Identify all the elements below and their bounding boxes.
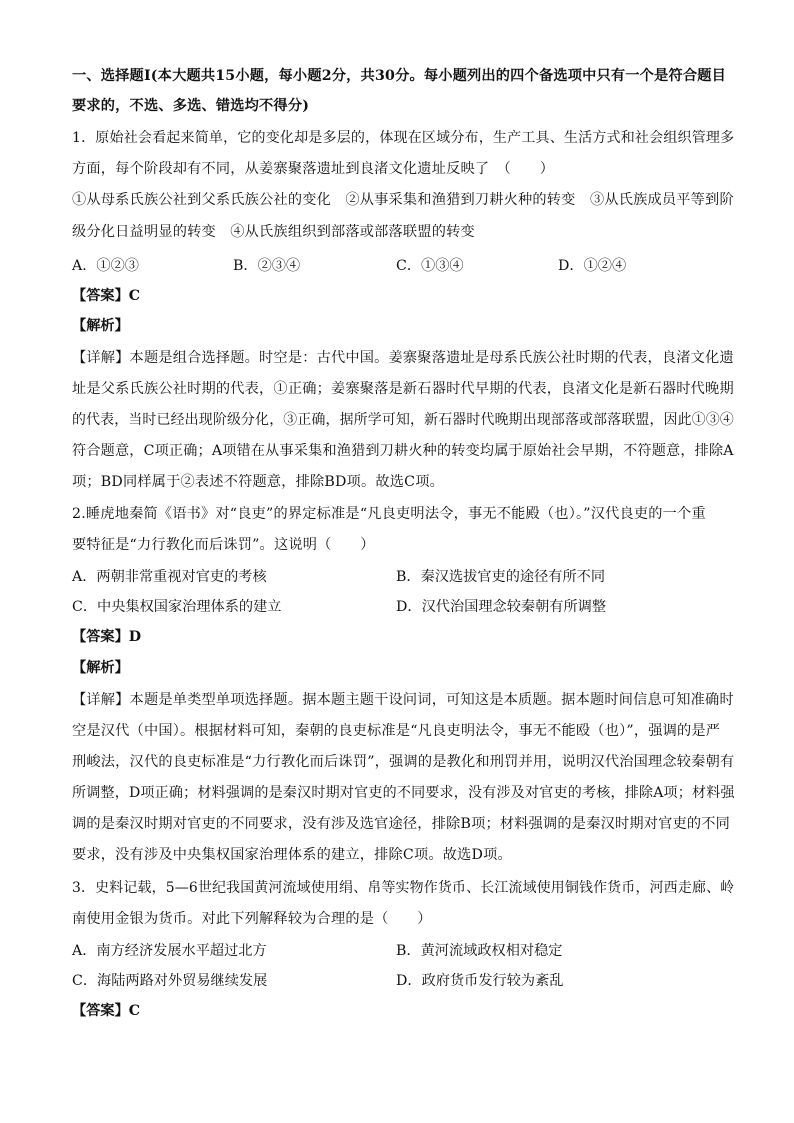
question-2-detail: 所调整，D项正确；材料强调的是秦汉时期对官吏的不同要求，没有涉及对官吏的考核，排除A项；材料强 [72, 785, 735, 801]
question-1-option-a: A．①②③ [72, 258, 139, 274]
question-2-stem: 2.睡虎地秦简《语书》对“良吏”的界定标准是“凡良吏明法令，事无不能殿（也）。”汉代良吏的一个重 [72, 506, 706, 522]
question-1-analysis-label: 【解析】 [72, 318, 129, 334]
question-3-option-a: A．南方经济发展水平超过北方 [72, 943, 267, 959]
question-1-option-b: B．②③④ [233, 258, 301, 274]
section-heading: 一、选择题Ⅰ(本大题共15小题，每小题2分，共30分。每小题列出的四个备选项中只有一个是符合题目 [72, 68, 726, 84]
question-2-detail: 要求，没有涉及中央集权国家治理体系的建立，排除C项。故选D项。 [72, 847, 512, 863]
question-2-detail: 调的是秦汉时期对官吏的不同要求，没有涉及选官途径，排除B项；材料强调的是秦汉时期对官吏的不同 [72, 816, 731, 832]
question-3-stem: 3．史料记载，5—6世纪我国黄河流域使用绢、帛等实物作货币、长江流域使用铜钱作货币，河西走廊、岭 [72, 880, 735, 896]
question-1-detail: 项；BD同样属于②表述不符题意，排除BD项。故选C项。 [72, 474, 444, 490]
question-3-stem: 南使用金银为货币。对此下列解释较为合理的是（ ） [72, 911, 432, 927]
question-1-stem: 1．原始社会看起来简单，它的变化却是多层的，体现在区域分布，生产工具、生活方式和社会组织管理多 [72, 130, 735, 146]
question-1-answer: 【答案】C [72, 288, 141, 304]
question-2-stem: 要特征是“力行教化而后诛罚”。这说明（ ） [72, 537, 375, 553]
question-2-option-a: A．两朝非常重视对官吏的考核 [72, 569, 267, 585]
question-1-stem: ①从母系氏族公社到父系氏族公社的变化 ②从事采集和渔猎到刀耕火种的转变 ③从氏族成员平等到阶 [72, 192, 734, 208]
question-1-option-c: C．①③④ [396, 258, 464, 274]
question-1-detail: 符合题意，C项正确；A项错在从事采集和渔猎到刀耕火种的转变均属于原始社会早期，不符题意，排除A [72, 443, 734, 459]
question-2-analysis-label: 【解析】 [72, 660, 129, 676]
question-1-stem: 方面，每个阶段却有不同，从姜寨聚落遗址到良渚文化遗址反映了 （ ） [72, 161, 555, 177]
section-heading-cont: 要求的，不选、多选、错选均不得分) [72, 98, 310, 114]
question-2-option-c: C．中央集权国家治理体系的建立 [72, 599, 282, 615]
question-2-detail: 【详解】本题是单类型单项选择题。据本题主题干设问词，可知这是本质题。据本题时间信息可知准确时 [72, 692, 734, 708]
question-2-detail: 刑峻法，汉代的良吏标准是“力行教化而后诛罚”，强调的是教化和刑罚并用，说明汉代治国理念较秦朝有 [72, 754, 735, 770]
question-1-option-d: D．①②④ [558, 258, 627, 274]
question-1-detail: 【详解】本题是组合选择题。时空是：古代中国。姜寨聚落遗址是母系氏族公社时期的代表，良渚文化遗 [72, 350, 734, 366]
question-3-option-b: B．黄河流域政权相对稳定 [396, 943, 563, 959]
question-1-detail: 的代表，当时已经出现阶级分化，③正确，据所学可知，新石器时代晚期出现部落或部落联盟，因此①③④ [72, 412, 735, 428]
question-2-option-b: B．秦汉选拔官吏的途径有所不同 [396, 569, 606, 585]
question-3-option-d: D．政府货币发行较为紊乱 [396, 973, 564, 989]
question-2-option-d: D．汉代治国理念较秦朝有所调整 [396, 599, 607, 615]
question-2-answer: 【答案】D [72, 629, 142, 645]
question-1-stem: 级分化日益明显的转变 ④从氏族组织到部落或部落联盟的转变 [72, 224, 475, 240]
question-3-answer: 【答案】C [72, 1003, 141, 1019]
question-3-option-c: C．海陆两路对外贸易继续发展 [72, 973, 268, 989]
question-2-detail: 空是汉代（中国）。根据材料可知，秦朝的良吏标准是“凡良吏明法令，事无不能殴（也）”，强调的是严 [72, 723, 721, 739]
question-1-detail: 址是父系氏族公社时期的代表，①正确；姜寨聚落是新石器时代早期的代表，良渚文化是新石器时代晚期 [72, 381, 734, 397]
